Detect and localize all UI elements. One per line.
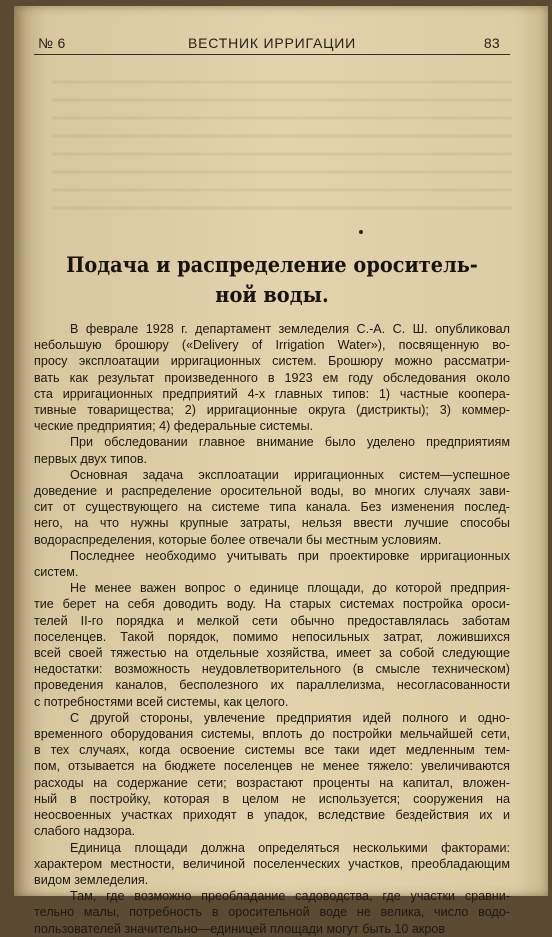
text-line: расходы на содержание сети; возрастают проценты на капитал, вложен- <box>34 775 510 790</box>
text-line: просу эксплоатации ирригационных систем. Брошюру можно рассматри- <box>34 354 510 369</box>
text-line: первых двух типов. <box>34 451 148 466</box>
text-line: пользователей значительно—единицей площади могут быть 10 акров <box>34 921 446 936</box>
ink-dot <box>359 230 363 234</box>
journal-name: ВЕСТНИК ИРРИГАЦИИ <box>188 35 356 51</box>
text-line: видом земледелия. <box>34 872 149 887</box>
title-line-1: Подача и распределение ороситель- <box>66 252 478 277</box>
text-line: водораспределения, которые более отвечали бы местным условиям. <box>34 532 442 547</box>
text-line: неосвоенных участках приходят в упадок, вследствие бездействия их и <box>34 808 510 823</box>
text-line: ческие предприятия; 4) федеральные системы. <box>34 419 314 434</box>
text-line: в тех случаях, когда освоение системы все таки идет медленным тем- <box>34 743 510 758</box>
text-line: ный в постройку, которая в целом не используется; сооружения на <box>34 791 510 806</box>
text-line: небольшую брошюру («Delivery of Irrigation Water»), посвященную во- <box>34 338 510 353</box>
text-line: вать как результат произведенного в 1923 ем году обследования около <box>34 370 510 385</box>
text-line: Основная задача эксплоатации ирригационных систем—успешное <box>70 467 510 482</box>
journal-page <box>14 6 548 936</box>
text-line: него, на что нужны крупные затраты, нельзя ввести лучшие способы <box>34 516 510 531</box>
text-line: временного оборудования системы, вплоть до постройки мельчайшей сети, <box>34 727 510 742</box>
text-line: Там, где возможно преобладание садоводства, где участки сравни- <box>70 889 510 904</box>
text-line: пом, отзывается на бюджете поселенцев не менее тяжело: увеличиваются <box>34 759 510 774</box>
issue-number: № 6 <box>38 35 66 51</box>
text-line: тельно малы, потребность в оросительной воде не велика, число водо- <box>34 905 510 920</box>
page-header <box>34 32 510 55</box>
text-line: систем. <box>34 565 79 580</box>
bleed-through-text <box>52 70 512 220</box>
text-line: ста ирригационных предприятий 4-х главных типов: 1) частные коопера- <box>34 386 510 401</box>
text-line: характером местности, величиной поселенческих участков, преобладающим <box>34 856 510 871</box>
text-line: С другой стороны, увлечение предприятия идей полного и одно- <box>70 710 510 725</box>
paragraph <box>34 467 510 548</box>
paragraph <box>34 321 510 434</box>
text-line: тивные товарищества; 2) ирригационные округа (дистрикты); 3) коммер- <box>34 403 510 418</box>
text-line: с потребностями всей системы, как целого. <box>34 694 289 709</box>
text-line: При обследовании главное внимание было уделено предприятиям <box>70 435 510 450</box>
page-number: 83 <box>483 35 500 51</box>
text-line: всей своей тяжестью на отдельные хозяйства, имеет за собой следующие <box>34 646 510 661</box>
paragraph <box>34 710 510 840</box>
article-title <box>53 250 491 310</box>
paragraph <box>34 434 510 466</box>
title-line-2: ной воды. <box>215 282 329 307</box>
article-body <box>34 321 510 937</box>
text-line: слабого надзора. <box>34 824 136 839</box>
text-line: Не менее важен вопрос о единице площади, до которой предприя- <box>70 581 510 596</box>
text-line: тие берет на себя доводить воду. На старых системах постройка ороси- <box>34 597 510 612</box>
text-line: телей II-го порядка и мелкой сети обычно предоставлялась заботам <box>34 613 510 628</box>
text-line: Последнее необходимо учитывать при проектировке ирригационных <box>70 548 510 563</box>
paragraph <box>34 548 510 580</box>
text-line: В феврале 1928 г. департамент земледелия С.-А. С. Ш. опубликовал <box>70 322 510 336</box>
text-line: проведения каналов, бесполезного их параллелизма, несогласованности <box>34 678 510 693</box>
text-line: Единица площади должна определяться несколькими факторами: <box>70 840 510 855</box>
text-line: поселенцев. Такой порядок, помимо непосильных затрат, ложившихся <box>34 629 510 644</box>
paragraph <box>34 888 510 937</box>
text-line: сит от существующего на системе типа канала. Без изменения послед- <box>34 500 510 515</box>
text-line: доведение и распределение оросительной воды, во многих случаях зави- <box>34 484 510 499</box>
paragraph <box>34 840 510 889</box>
text-line: недостатки: возможность неудовлетворительного (в смысле техническом) <box>34 662 510 677</box>
paragraph <box>34 580 510 710</box>
